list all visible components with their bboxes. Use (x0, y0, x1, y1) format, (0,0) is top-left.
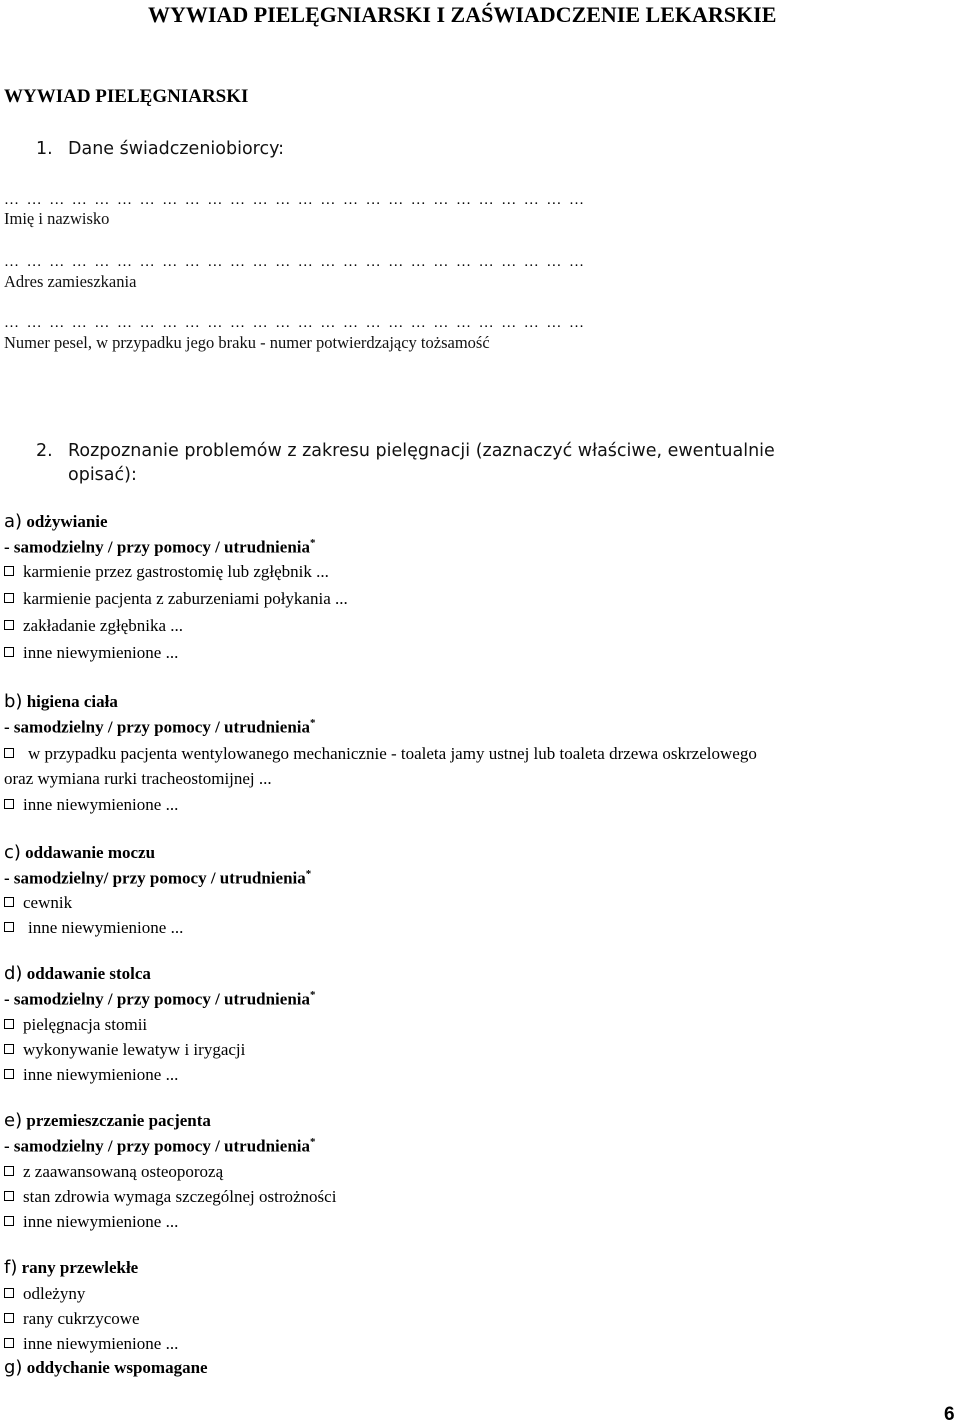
defecation-option[interactable] (4, 1065, 178, 1085)
category-letter: a) (4, 511, 23, 532)
status-options[interactable]: - samodzielny / przy pomocy / utrudnienia (4, 989, 311, 1009)
category-wounds-heading (4, 1258, 138, 1279)
urination-option[interactable] (4, 893, 72, 913)
status-options[interactable]: - samodzielny/ przy pomocy / utrudnienia (4, 868, 306, 888)
status-options[interactable]: - samodzielny / przy pomocy / utrudnienia (4, 537, 311, 557)
name-input-line[interactable]: …………………………………………………………………… (4, 192, 592, 208)
checkbox[interactable] (4, 1288, 14, 1298)
checkbox[interactable] (4, 1166, 14, 1176)
category-title: oddawanie stolca (26, 964, 151, 983)
document-subtitle: WYWIAD PIELĘGNIARSKI (4, 86, 249, 107)
category-title: odżywianie (26, 512, 108, 531)
checkbox[interactable] (4, 1019, 14, 1029)
checkbox[interactable] (4, 620, 14, 630)
category-letter: f) (4, 1257, 18, 1278)
category-title: higiena ciała (26, 692, 118, 711)
urination-status (4, 868, 311, 888)
document-title: WYWIAD PIELĘGNIARSKI I ZAŚWIADCZENIE LEKARSKIE (148, 2, 777, 27)
category-letter: b) (4, 691, 23, 712)
mobility-option[interactable] (4, 1162, 223, 1182)
option-label: pielęgnacja stomii (23, 1015, 148, 1034)
option-label: cewnik (23, 893, 73, 912)
option-label: rany cukrzycowe (23, 1309, 140, 1328)
checkbox[interactable] (4, 897, 14, 907)
category-letter: c) (4, 842, 21, 863)
section1-heading (36, 139, 284, 159)
checkbox[interactable] (4, 1191, 14, 1201)
pesel-input-line[interactable]: …………………………………………………………………… (4, 315, 592, 331)
footnote-asterisk: * (305, 868, 312, 880)
checkbox[interactable] (4, 647, 14, 657)
category-title: oddychanie wspomagane (26, 1358, 208, 1377)
name-field-label: Imię i nazwisko (4, 209, 110, 228)
category-letter: d) (4, 963, 23, 984)
hygiene-option[interactable] (4, 744, 757, 764)
wounds-option[interactable] (4, 1284, 85, 1304)
urination-option[interactable] (4, 918, 183, 938)
defecation-option[interactable] (4, 1040, 245, 1060)
footnote-asterisk: * (310, 1136, 316, 1148)
checkbox[interactable] (4, 1044, 14, 1054)
hygiene-status (4, 717, 316, 737)
address-field-label: Adres zamieszkania (4, 272, 137, 291)
category-nutrition-heading (4, 512, 108, 533)
option-label: zakładanie zgłębnika ... (23, 616, 184, 635)
nutrition-status (4, 537, 316, 557)
page-number: 6 (944, 1404, 955, 1425)
wounds-option[interactable] (4, 1309, 140, 1329)
wounds-option[interactable] (4, 1334, 178, 1354)
pesel-field-label: Numer pesel, w przypadku jego braku - numer potwierdzający tożsamość (4, 333, 490, 352)
category-defecation-heading (4, 964, 151, 985)
option-label: inne niewymienione ... (23, 795, 179, 814)
nutrition-option[interactable] (4, 643, 178, 663)
checkbox[interactable] (4, 1338, 14, 1348)
option-label: odleżyny (23, 1284, 86, 1303)
section1-number: 1. (36, 139, 53, 159)
nutrition-option[interactable] (4, 589, 348, 609)
nutrition-option[interactable] (4, 616, 183, 636)
defecation-option[interactable] (4, 1015, 147, 1035)
checkbox[interactable] (4, 922, 14, 932)
category-letter: g) (4, 1357, 23, 1378)
option-label: inne niewymienione ... (23, 1334, 179, 1353)
option-label: wykonywanie lewatyw i irygacji (23, 1040, 246, 1059)
category-hygiene-heading (4, 692, 118, 713)
option-label: z zaawansowaną osteoporozą (23, 1162, 224, 1181)
category-title: przemieszczanie pacjenta (26, 1111, 211, 1130)
section2-title-line1: Rozpoznanie problemów z zakresu pielęgnacji (zaznaczyć właściwe, ewentualnie (68, 441, 775, 461)
mobility-option[interactable] (4, 1187, 336, 1207)
checkbox[interactable] (4, 593, 14, 603)
option-label: inne niewymienione ... (23, 643, 179, 662)
checkbox[interactable] (4, 1069, 14, 1079)
hygiene-option-continued: oraz wymiana rurki tracheostomijnej ... (4, 769, 272, 788)
checkbox[interactable] (4, 799, 14, 809)
footnote-asterisk: * (310, 717, 316, 729)
category-breathing-heading (4, 1358, 208, 1379)
category-title: oddawanie moczu (25, 843, 156, 862)
option-label: w przypadku pacjenta wentylowanego mechanicznie - toaleta jamy ustnej lub toaleta drzewa oskrzelowego (28, 744, 757, 763)
footnote-asterisk: * (310, 989, 316, 1001)
category-mobility-heading (4, 1111, 211, 1132)
section1-title: Dane świadczeniobiorcy: (68, 139, 285, 159)
hygiene-option[interactable] (4, 795, 178, 815)
section2-heading (36, 441, 775, 461)
option-label: inne niewymienione ... (23, 1065, 179, 1084)
option-label: inne niewymienione ... (23, 1212, 179, 1231)
mobility-status (4, 1136, 316, 1156)
checkbox[interactable] (4, 566, 14, 576)
option-label: karmienie pacjenta z zaburzeniami połykania ... (23, 589, 348, 608)
defecation-status (4, 989, 316, 1009)
checkbox[interactable] (4, 1313, 14, 1323)
category-letter: e) (4, 1110, 23, 1131)
checkbox[interactable] (4, 1216, 14, 1226)
option-label: stan zdrowia wymaga szczególnej ostrożności (23, 1187, 337, 1206)
category-urination-heading (4, 843, 155, 864)
footnote-asterisk: * (310, 537, 316, 549)
status-options[interactable]: - samodzielny / przy pomocy / utrudnienia (4, 717, 311, 737)
mobility-option[interactable] (4, 1212, 178, 1232)
nutrition-option[interactable] (4, 562, 329, 582)
status-options[interactable]: - samodzielny / przy pomocy / utrudnienia (4, 1136, 311, 1156)
checkbox[interactable] (4, 748, 14, 758)
option-label: karmienie przez gastrostomię lub zgłębnik ... (23, 562, 329, 581)
section2-number: 2. (36, 441, 53, 461)
category-title: rany przewlekłe (21, 1258, 139, 1277)
address-input-line[interactable]: …………………………………………………………………… (4, 254, 592, 270)
option-label: inne niewymienione ... (28, 918, 184, 937)
section2-title-line2: opisać): (68, 465, 137, 485)
